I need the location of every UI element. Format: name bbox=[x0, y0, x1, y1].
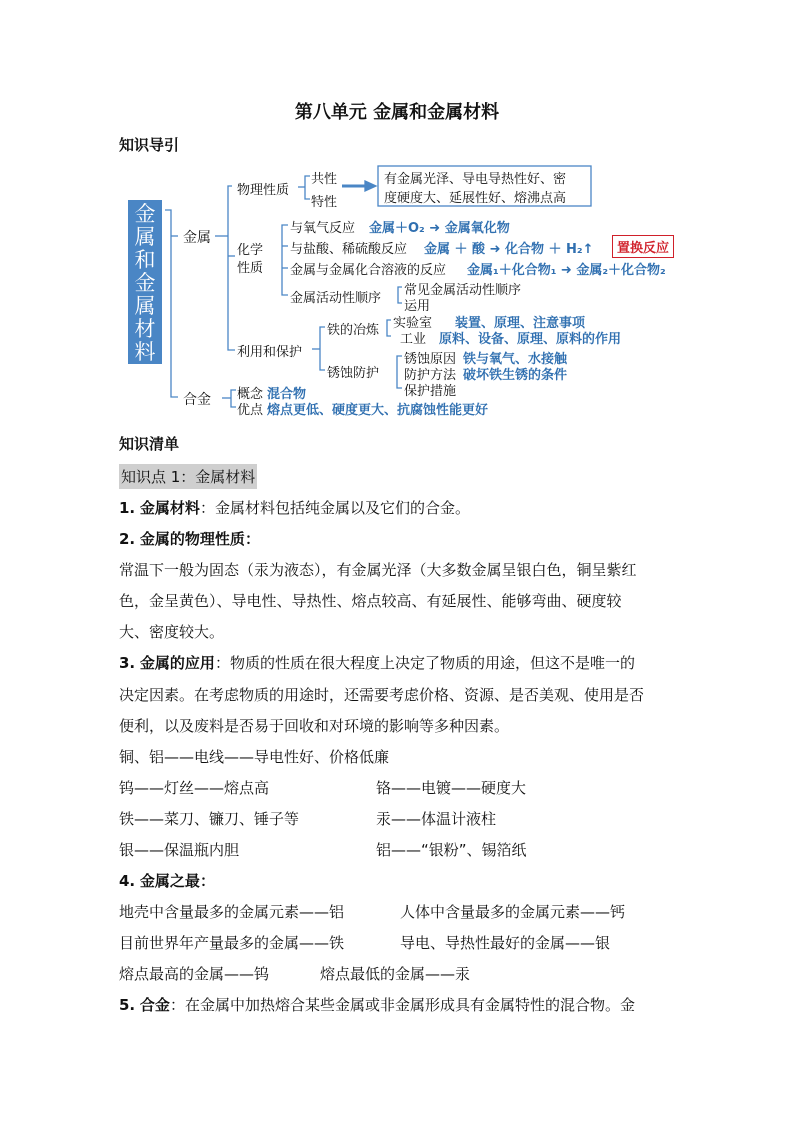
node-rust-protect: 锈蚀防护 bbox=[327, 366, 380, 381]
item-4-title bbox=[119, 870, 215, 891]
salt-equation: 金属₁＋化合物₁ ➜ 金属₂＋化合物₂ bbox=[467, 263, 666, 278]
item-1 bbox=[119, 497, 470, 518]
use-row-4a: 银——保温瓶内胆 bbox=[119, 841, 240, 859]
activity-1: 常见金属活动性顺序 bbox=[404, 283, 522, 298]
item-1-text: ：金属材料包括纯金属以及它们的合金。 bbox=[199, 499, 470, 517]
item-1-number: 1. bbox=[119, 499, 136, 517]
item-2-line-3: 大、密度较大。 bbox=[119, 623, 225, 641]
item-4-colon: ： bbox=[199, 872, 215, 890]
item-5-number: 5. bbox=[119, 996, 136, 1014]
most-row-1b: 人体中含量最多的金属元素——钙 bbox=[400, 903, 626, 921]
item-2-line-1: 常温下一般为固态（汞为液态），有金属光泽（大多数金属呈银白色，铜呈紫红 bbox=[119, 561, 637, 579]
most-row-2b: 导电、导热性最好的金属——银 bbox=[400, 934, 611, 952]
item-3-line-1 bbox=[119, 652, 635, 673]
lab-desc: 装置、原理、注意事项 bbox=[455, 316, 586, 331]
node-specificity: 特性 bbox=[311, 195, 338, 210]
displacement-box: 置换反应 bbox=[612, 235, 674, 258]
node-use-protect: 利用和保护 bbox=[237, 345, 303, 360]
item-4-heading: 金属之最 bbox=[139, 872, 200, 890]
metal-bracket bbox=[228, 186, 235, 350]
node-metal: 金属 bbox=[183, 230, 211, 246]
item-1-heading: 金属材料 bbox=[139, 499, 200, 517]
item-5-text: ：在金属中加热熔合某些金属或非金属形成具有金属特性的混合物。金 bbox=[169, 996, 635, 1014]
use-row-2b: 铬——电镀——硬度大 bbox=[376, 779, 527, 797]
protect-method-label: 防护方法 bbox=[404, 368, 457, 383]
root-bracket bbox=[165, 210, 178, 397]
rust-cause-desc: 铁与氧气、水接触 bbox=[463, 352, 568, 367]
item-5-heading: 合金 bbox=[139, 996, 170, 1014]
item-4-number: 4. bbox=[119, 872, 136, 890]
oxygen-equation: 金属＋O₂ ➜ 金属氧化物 bbox=[369, 221, 510, 236]
most-row-2a: 目前世界年产量最多的金属——铁 bbox=[119, 934, 345, 952]
item-3-heading: 金属的应用 bbox=[139, 654, 215, 672]
most-row-1a: 地壳中含量最多的金属元素——铝 bbox=[119, 903, 345, 921]
node-smelting: 铁的冶炼 bbox=[327, 323, 380, 338]
item-3-text: ：物质的性质在很大程度上决定了物质的用途，但这不是唯一的 bbox=[214, 654, 635, 672]
page-title: 第八单元 金属和金属材料 bbox=[294, 102, 500, 123]
node-commonality: 共性 bbox=[311, 172, 338, 187]
use-row-2a: 钨——灯丝——熔点高 bbox=[119, 779, 270, 797]
item-2-heading: 金属的物理性质 bbox=[139, 530, 245, 548]
physical-bracket bbox=[305, 176, 310, 199]
most-row-3b: 熔点最低的金属——汞 bbox=[320, 965, 471, 983]
guide-heading: 知识导引 bbox=[119, 136, 180, 154]
item-2-line-2: 色，金呈黄色）、导电性、导热性、熔点较高、有延展性、能够弯曲、硬度较 bbox=[119, 592, 622, 610]
root-char: 金 bbox=[134, 271, 156, 295]
root-char: 和 bbox=[134, 248, 156, 272]
salt-label: 金属与金属化合溶液的反应 bbox=[290, 263, 447, 278]
advantage-desc: 熔点更低、硬度更大、抗腐蚀性能更好 bbox=[267, 403, 489, 418]
item-2-number: 2. bbox=[119, 530, 136, 548]
use-row-3b: 汞——体温计液柱 bbox=[376, 810, 497, 828]
root-box bbox=[128, 200, 162, 364]
rust-cause-label: 锈蚀原因 bbox=[404, 352, 457, 367]
item-3-line-2: 决定因素。在考虑物质的用途时，还需要考虑价格、资源、是否美观、使用是否 bbox=[119, 686, 645, 704]
use-bracket bbox=[320, 327, 325, 370]
industry-label: 工业 bbox=[400, 332, 427, 347]
node-chemical-1: 化学 bbox=[237, 243, 264, 258]
item-3-number: 3. bbox=[119, 654, 136, 672]
industry-desc: 原料、设备、原理、原料的作用 bbox=[439, 332, 622, 347]
advantage-label: 优点 bbox=[237, 403, 264, 418]
root-char: 材 bbox=[134, 317, 156, 341]
root-char: 属 bbox=[134, 294, 156, 318]
use-row-1: 铜、铝——电线——导电性好、价格低廉 bbox=[119, 748, 390, 766]
concept-map-lines bbox=[0, 0, 794, 430]
root-char: 金 bbox=[134, 202, 156, 226]
alloy-bracket bbox=[231, 390, 236, 407]
item-3-line-3: 便利，以及废料是否易于回收和对环境的影响等多种因素。 bbox=[119, 717, 510, 735]
chem-bracket bbox=[282, 225, 288, 295]
activity-2: 运用 bbox=[404, 299, 431, 314]
physical-desc-2: 度硬度大、延展性好、熔沸点高 bbox=[384, 191, 567, 206]
list-heading: 知识清单 bbox=[119, 435, 180, 453]
node-chemical-2: 性质 bbox=[237, 261, 264, 276]
physical-desc-1: 有金属光泽、导电导热性好、密 bbox=[384, 172, 567, 187]
item-5 bbox=[119, 994, 635, 1015]
item-2-colon: ： bbox=[244, 530, 260, 548]
protect-measure: 保护措施 bbox=[404, 384, 457, 399]
protect-method-desc: 破坏铁生锈的条件 bbox=[463, 368, 568, 383]
use-row-3a: 铁——菜刀、镰刀、锤子等 bbox=[119, 810, 300, 828]
activity-label: 金属活动性顺序 bbox=[290, 291, 382, 306]
acid-label: 与盐酸、稀硫酸反应 bbox=[290, 242, 408, 257]
concept-desc: 混合物 bbox=[267, 387, 307, 402]
rust-bracket bbox=[397, 356, 402, 388]
root-char: 料 bbox=[134, 340, 156, 364]
smelting-bracket bbox=[387, 320, 391, 336]
use-row-4b: 铝——“银粉”、锡箔纸 bbox=[376, 841, 527, 859]
activity-bracket bbox=[398, 287, 402, 303]
node-physical: 物理性质 bbox=[237, 183, 290, 198]
acid-equation: 金属 ＋ 酸 ➜ 化合物 ＋ H₂↑ bbox=[424, 242, 594, 257]
most-row-3a: 熔点最高的金属——钨 bbox=[119, 965, 270, 983]
item-2-title bbox=[119, 528, 260, 549]
root-char: 属 bbox=[134, 225, 156, 249]
lab-label: 实验室 bbox=[393, 316, 433, 331]
oxygen-label: 与氧气反应 bbox=[290, 221, 356, 236]
node-alloy: 合金 bbox=[183, 392, 211, 408]
arrow-head bbox=[365, 181, 376, 191]
knowledge-point-tag: 知识点 1：金属材料 bbox=[119, 464, 257, 489]
concept-label: 概念 bbox=[237, 387, 264, 402]
